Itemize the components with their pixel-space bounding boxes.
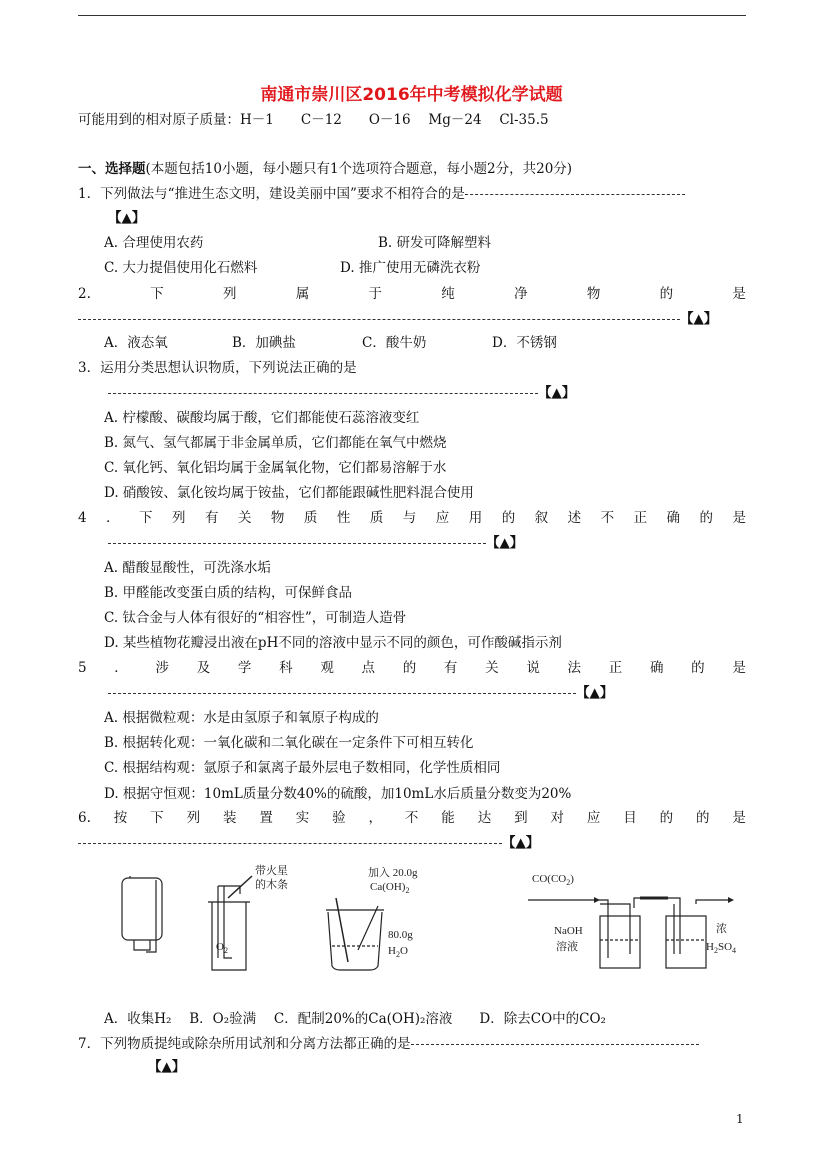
question-1-option-b: B. 研发可降解塑料 <box>378 235 492 251</box>
question-6-stem: 6. 按 下 列 装 置 实 验 ， 不 能 达 到 对 应 目 的 的 是 <box>78 810 746 826</box>
naoh-solution-label: 溶液 <box>556 941 578 953</box>
question-4-option-d: D. 某些植物花瓣浸出液在pH不同的溶液中显示不同的颜色，可作酸碱指示剂 <box>104 635 562 651</box>
question-1-stem-line <box>78 185 685 203</box>
question-1-stem: 1．下列做法与“推进生态文明，建设美丽中国”要求不相符合的是 <box>78 186 465 202</box>
question-5-blank: 【▲】 <box>108 684 613 702</box>
inverted-gas-bottle <box>122 876 162 952</box>
header-rule <box>78 15 746 16</box>
question-3-option-b: B. 氮气、氢气都属于非金属单质，它们都能在氧气中燃烧 <box>104 435 447 451</box>
question-3-option-d: D. 硝酸铵、氯化铵均属于铵盐，它们都能跟碱性肥料混合使用 <box>104 485 474 501</box>
naoh-label: NaOH <box>554 925 583 937</box>
question-4-option-b: B. 甲醛能改变蛋白质的结构，可保鲜食品 <box>104 585 353 601</box>
water-label: $H_2O$ <box>388 945 408 959</box>
page-title: 南通市崇川区2016年中考模拟化学试题 <box>260 85 563 105</box>
conc-label: 浓 <box>716 923 727 935</box>
question-3-stem: 3．运用分类思想认识物质，下列说法正确的是 <box>78 360 357 376</box>
question-2-option-a: A．液态氧 <box>104 335 168 351</box>
question-1-option-c: C. 大力提倡使用化石燃料 <box>104 260 258 276</box>
question-2-option-b: B．加碘盐 <box>232 335 296 351</box>
question-4-option-c: C. 钛合金与人体有很好的“相容性”，可制造人造骨 <box>104 610 407 626</box>
question-7-answer-mark: 【▲】 <box>148 1059 186 1075</box>
question-3-option-a: A. 柠檬酸、碳酸均属于酸，它们都能使石蕊溶液变红 <box>104 410 420 426</box>
question-7-stem: 7．下列物质提纯或除杂所用试剂和分离方法都正确的是 <box>78 1036 411 1052</box>
question-3-option-c: C. 氧化钙、氧化铝均属于金属氧化物，它们都易溶解于水 <box>104 460 447 476</box>
beaker <box>326 898 384 970</box>
question-6-blank: 【▲】 <box>78 834 539 852</box>
question-2-option-c: C．酸牛奶 <box>362 335 427 351</box>
splint-label-2: 的木条 <box>255 879 288 891</box>
o2-label: $O_2$ <box>216 941 228 955</box>
question-2-option-d: D．不锈钢 <box>492 335 557 351</box>
question-3-blank: 【▲】 <box>108 384 575 402</box>
question-4-option-a: A. 醋酸显酸性，可洗涤水垢 <box>104 560 271 576</box>
section-heading: 一、选择题 <box>78 161 146 177</box>
question-1-answer-mark: 【▲】 <box>108 210 146 226</box>
answer-blank-dash <box>465 194 685 195</box>
caoh2-label: $Ca(OH)_2$ <box>370 881 410 895</box>
page-number: 1 <box>736 1112 744 1126</box>
section-note: (本题包括10小题，每小题只有1个选项符合题意，每小题2分，共20分) <box>145 161 573 177</box>
h2so4-label: $H_2SO_4$ <box>706 941 737 955</box>
question-5-option-c: C. 根据结构观：氩原子和氯离子最外层电子数相同，化学性质相同 <box>104 760 501 776</box>
question-5-option-b: B. 根据转化观：一氧化碳和二氧化碳在一定条件下可相互转化 <box>104 735 474 751</box>
water-mass-label: 80.0g <box>388 929 413 941</box>
question-1-option-a: A. 合理使用农药 <box>104 235 204 251</box>
splint-label: 带火星 <box>255 865 288 877</box>
gas-bottle-with-splint <box>208 876 252 970</box>
add-label: 加入 20.0g <box>368 867 418 879</box>
atomic-masses: 可能用到的相对原子质量：H－1 C－12 O－16 Mg－24 Cl-35.5 <box>78 112 549 128</box>
section-heading-line <box>78 160 572 178</box>
question-5-option-a: A. 根据微粒观：水是由氢原子和氧原子构成的 <box>104 710 379 726</box>
apparatus-figure <box>100 858 750 988</box>
gas-inlet-label: $CO(CO_2)$ <box>532 873 574 887</box>
question-2-stem: 2. 下 列 属 于 纯 净 物 的 是 <box>78 286 746 302</box>
question-2-blank: 【▲】 <box>78 310 717 328</box>
question-7-stem-line <box>78 1035 699 1053</box>
question-4-blank: 【▲】 <box>108 534 523 552</box>
question-5-option-d: D. 根据守恒观：10mL质量分数40%的硫酸，加10mL水后质量分数变为20% <box>104 786 572 802</box>
question-4-stem: 4 ． 下 列 有 关 物 质 性 质 与 应 用 的 叙 述 不 正 确 的 是 <box>78 510 746 526</box>
question-5-stem: 5 ． 涉 及 学 科 观 点 的 有 关 说 法 正 确 的 是 <box>78 660 746 676</box>
question-6-options: A．收集H₂ B．O₂验满 C．配制20%的Ca(OH)₂溶液 D．除去CO中的CO₂ <box>104 1011 606 1027</box>
question-1-option-d: D. 推广使用无磷洗衣粉 <box>340 260 481 276</box>
